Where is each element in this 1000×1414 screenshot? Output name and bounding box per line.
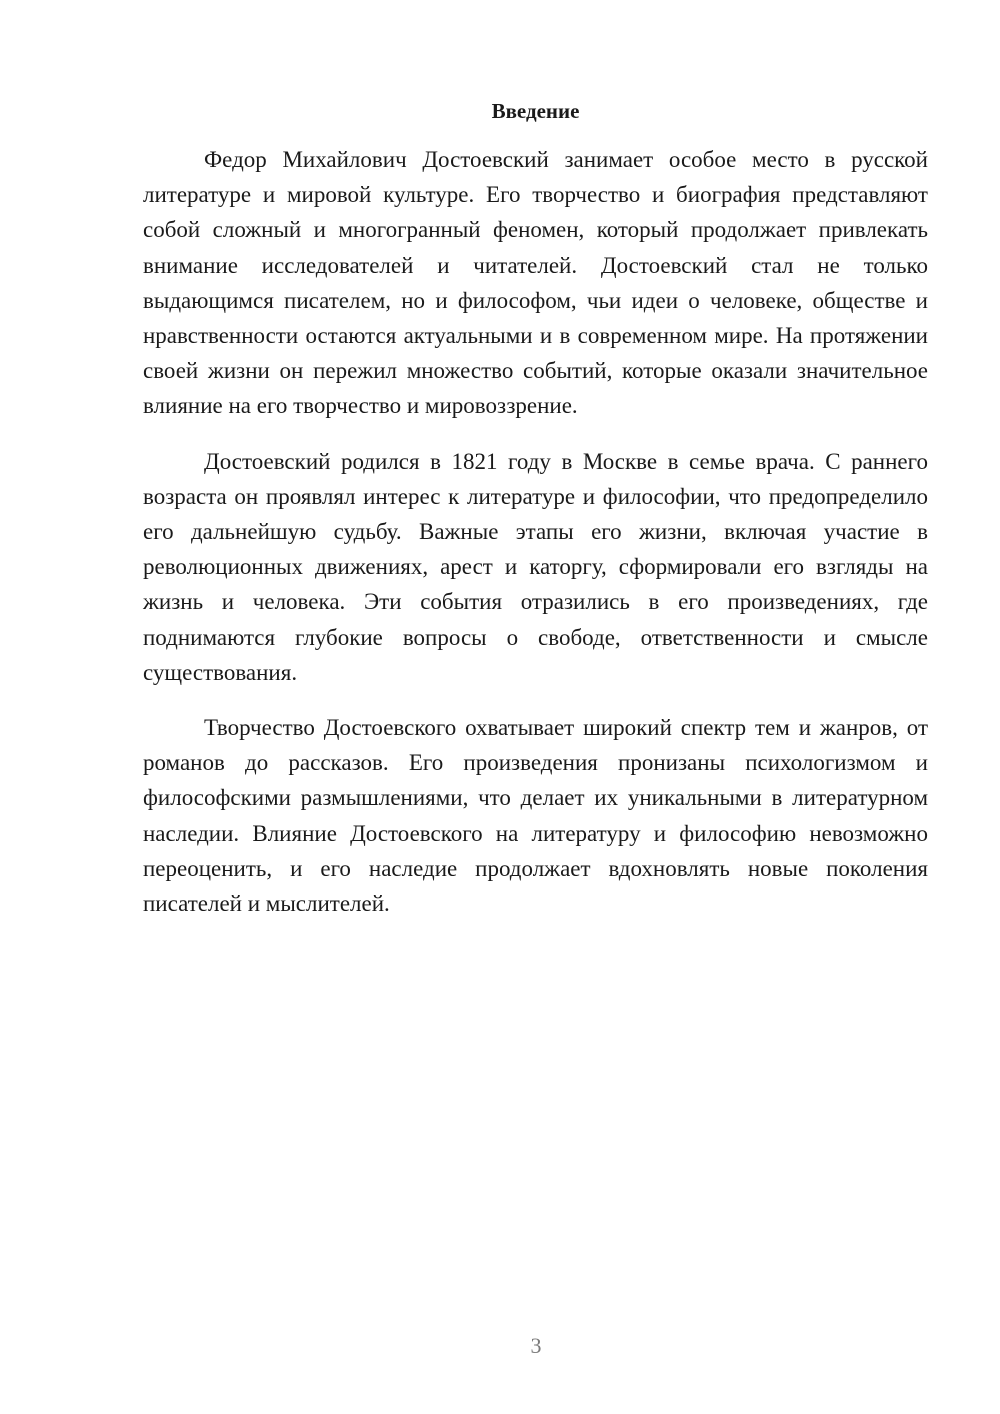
page-content	[143, 96, 928, 941]
paragraph-2: Достоевский родился в 1821 году в Москве в семье врача. С раннего возраста он проявлял интерес к литературе и философии, что предопределило его дальнейшую судьбу. Важные этапы его жизни, включая участие в революционных движениях, арест и каторгу, сформировали его взгляды на жизнь и человека. Эти события отразились в его произведениях, где поднимаются глубокие вопросы о свободе, ответственности и смысле существования.	[143, 448, 928, 685]
paragraph-3: Творчество Достоевского охватывает широкий спектр тем и жанров, от романов до рассказов. Его произведения пронизаны психологизмом и философскими размышлениями, что делает их уникальными в литературном наследии. Влияние Достоевского на литературу и философию невозможно переоценить, и его наследие продолжает вдохновлять новые поколения писателей и мыслителей.	[143, 715, 928, 917]
section-heading: Введение	[491, 99, 580, 123]
page-number: 3	[530, 1333, 542, 1358]
paragraph-1: Федор Михайлович Достоевский занимает особое место в русской литературе и мировой культуре. Его творчество и биография представляют собой сложный и многогранный феномен, который продолжает привлекать внимание исследователей и читателей. Достоевский стал не только выдающимся писателем, но и философом, чьи идеи о человеке, обществе и нравственности остаются актуальными и в современном мире. На протяжении своей жизни он пережил множество событий, которые оказали значительное влияние на его творчество и мировоззрение.	[143, 147, 928, 419]
